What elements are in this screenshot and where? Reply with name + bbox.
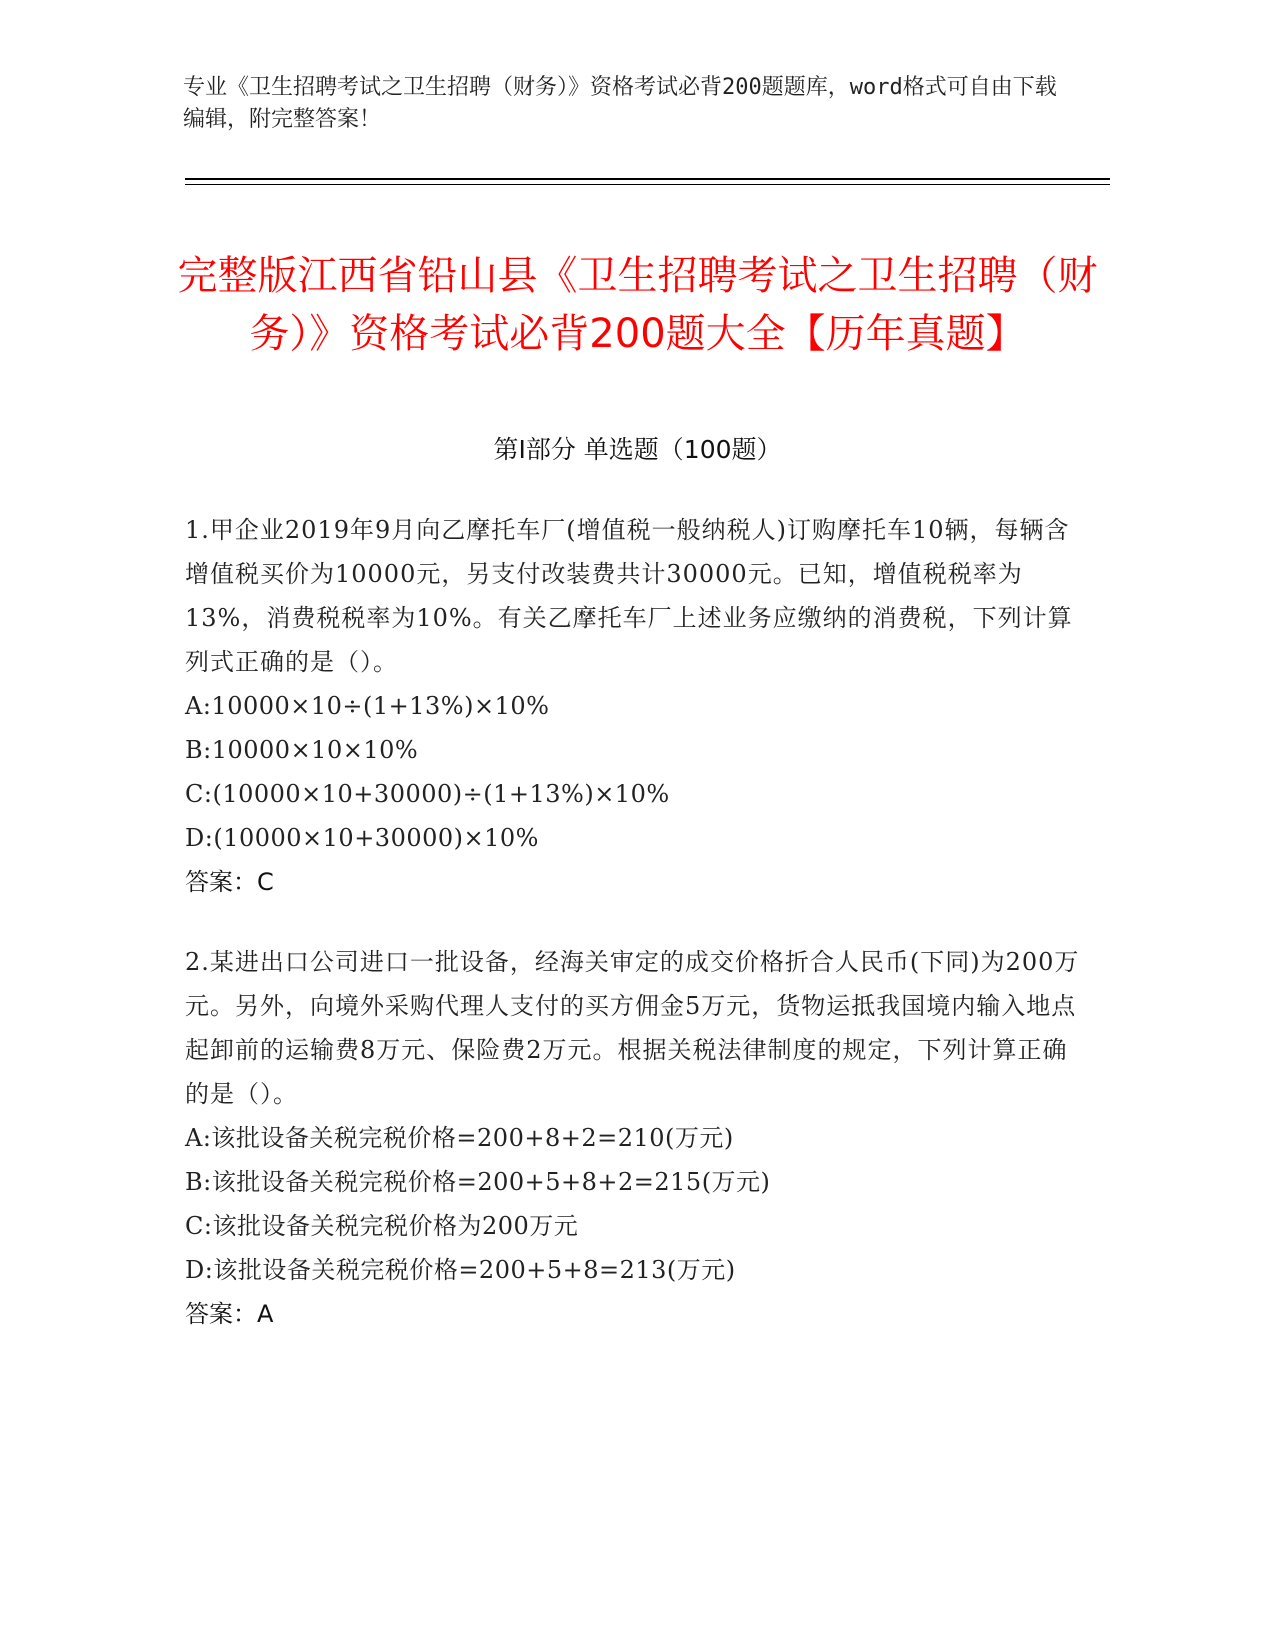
option-d: D:(10000×10+30000)×10% xyxy=(185,824,539,852)
question-stem: 1.甲企业2019年9月向乙摩托车厂(增值税一般纳税人)订购摩托车10辆，每辆含增值税买价为10000元，另支付改装费共计30000元。已知，增值税税率为13%，消费税税率为10%。有关乙摩托车厂上述业务应缴纳的消费税，下列计算列式正确的是（）。 xyxy=(185,516,1073,676)
option-c: C:(10000×10+30000)÷(1+13%)×10% xyxy=(185,780,670,808)
answer: 答案：C xyxy=(185,868,274,896)
header-divider-thick xyxy=(185,178,1110,180)
header-divider-thin xyxy=(185,184,1110,185)
option-a: A:10000×10÷(1+13%)×10% xyxy=(185,692,550,720)
question-stem: 2.某进出口公司进口一批设备，经海关审定的成交价格折合人民币(下同)为200万元。另外，向境外采购代理人支付的买方佣金5万元，货物运抵我国境内输入地点起卸前的运输费8万元、保险费2万元。根据关税法律制度的规定，下列计算正确的是（）。 xyxy=(185,948,1080,1108)
option-c: C:该批设备关税完税价格为200万元 xyxy=(185,1212,579,1240)
answer: 答案：A xyxy=(185,1300,274,1328)
document-title: 完整版江西省铅山县《卫生招聘考试之卫生招聘（财务）》资格考试必背200题大全【历年真题】 xyxy=(177,252,1098,357)
header-note: 专业《卫生招聘考试之卫生招聘（财务）》资格考试必背200题题库，word格式可自由下载编辑，附完整答案！ xyxy=(183,75,1057,132)
option-d: D:该批设备关税完税价格=200+5+8=213(万元) xyxy=(185,1256,736,1284)
option-b: B:该批设备关税完税价格=200+5+8+2=215(万元) xyxy=(185,1168,771,1196)
option-b: B:10000×10×10% xyxy=(185,736,419,764)
option-a: A:该批设备关税完税价格=200+8+2=210(万元) xyxy=(185,1124,734,1152)
section-title: 第I部分 单选题（100题） xyxy=(493,435,782,464)
question-1 xyxy=(185,508,1085,904)
question-2 xyxy=(185,940,1085,1336)
